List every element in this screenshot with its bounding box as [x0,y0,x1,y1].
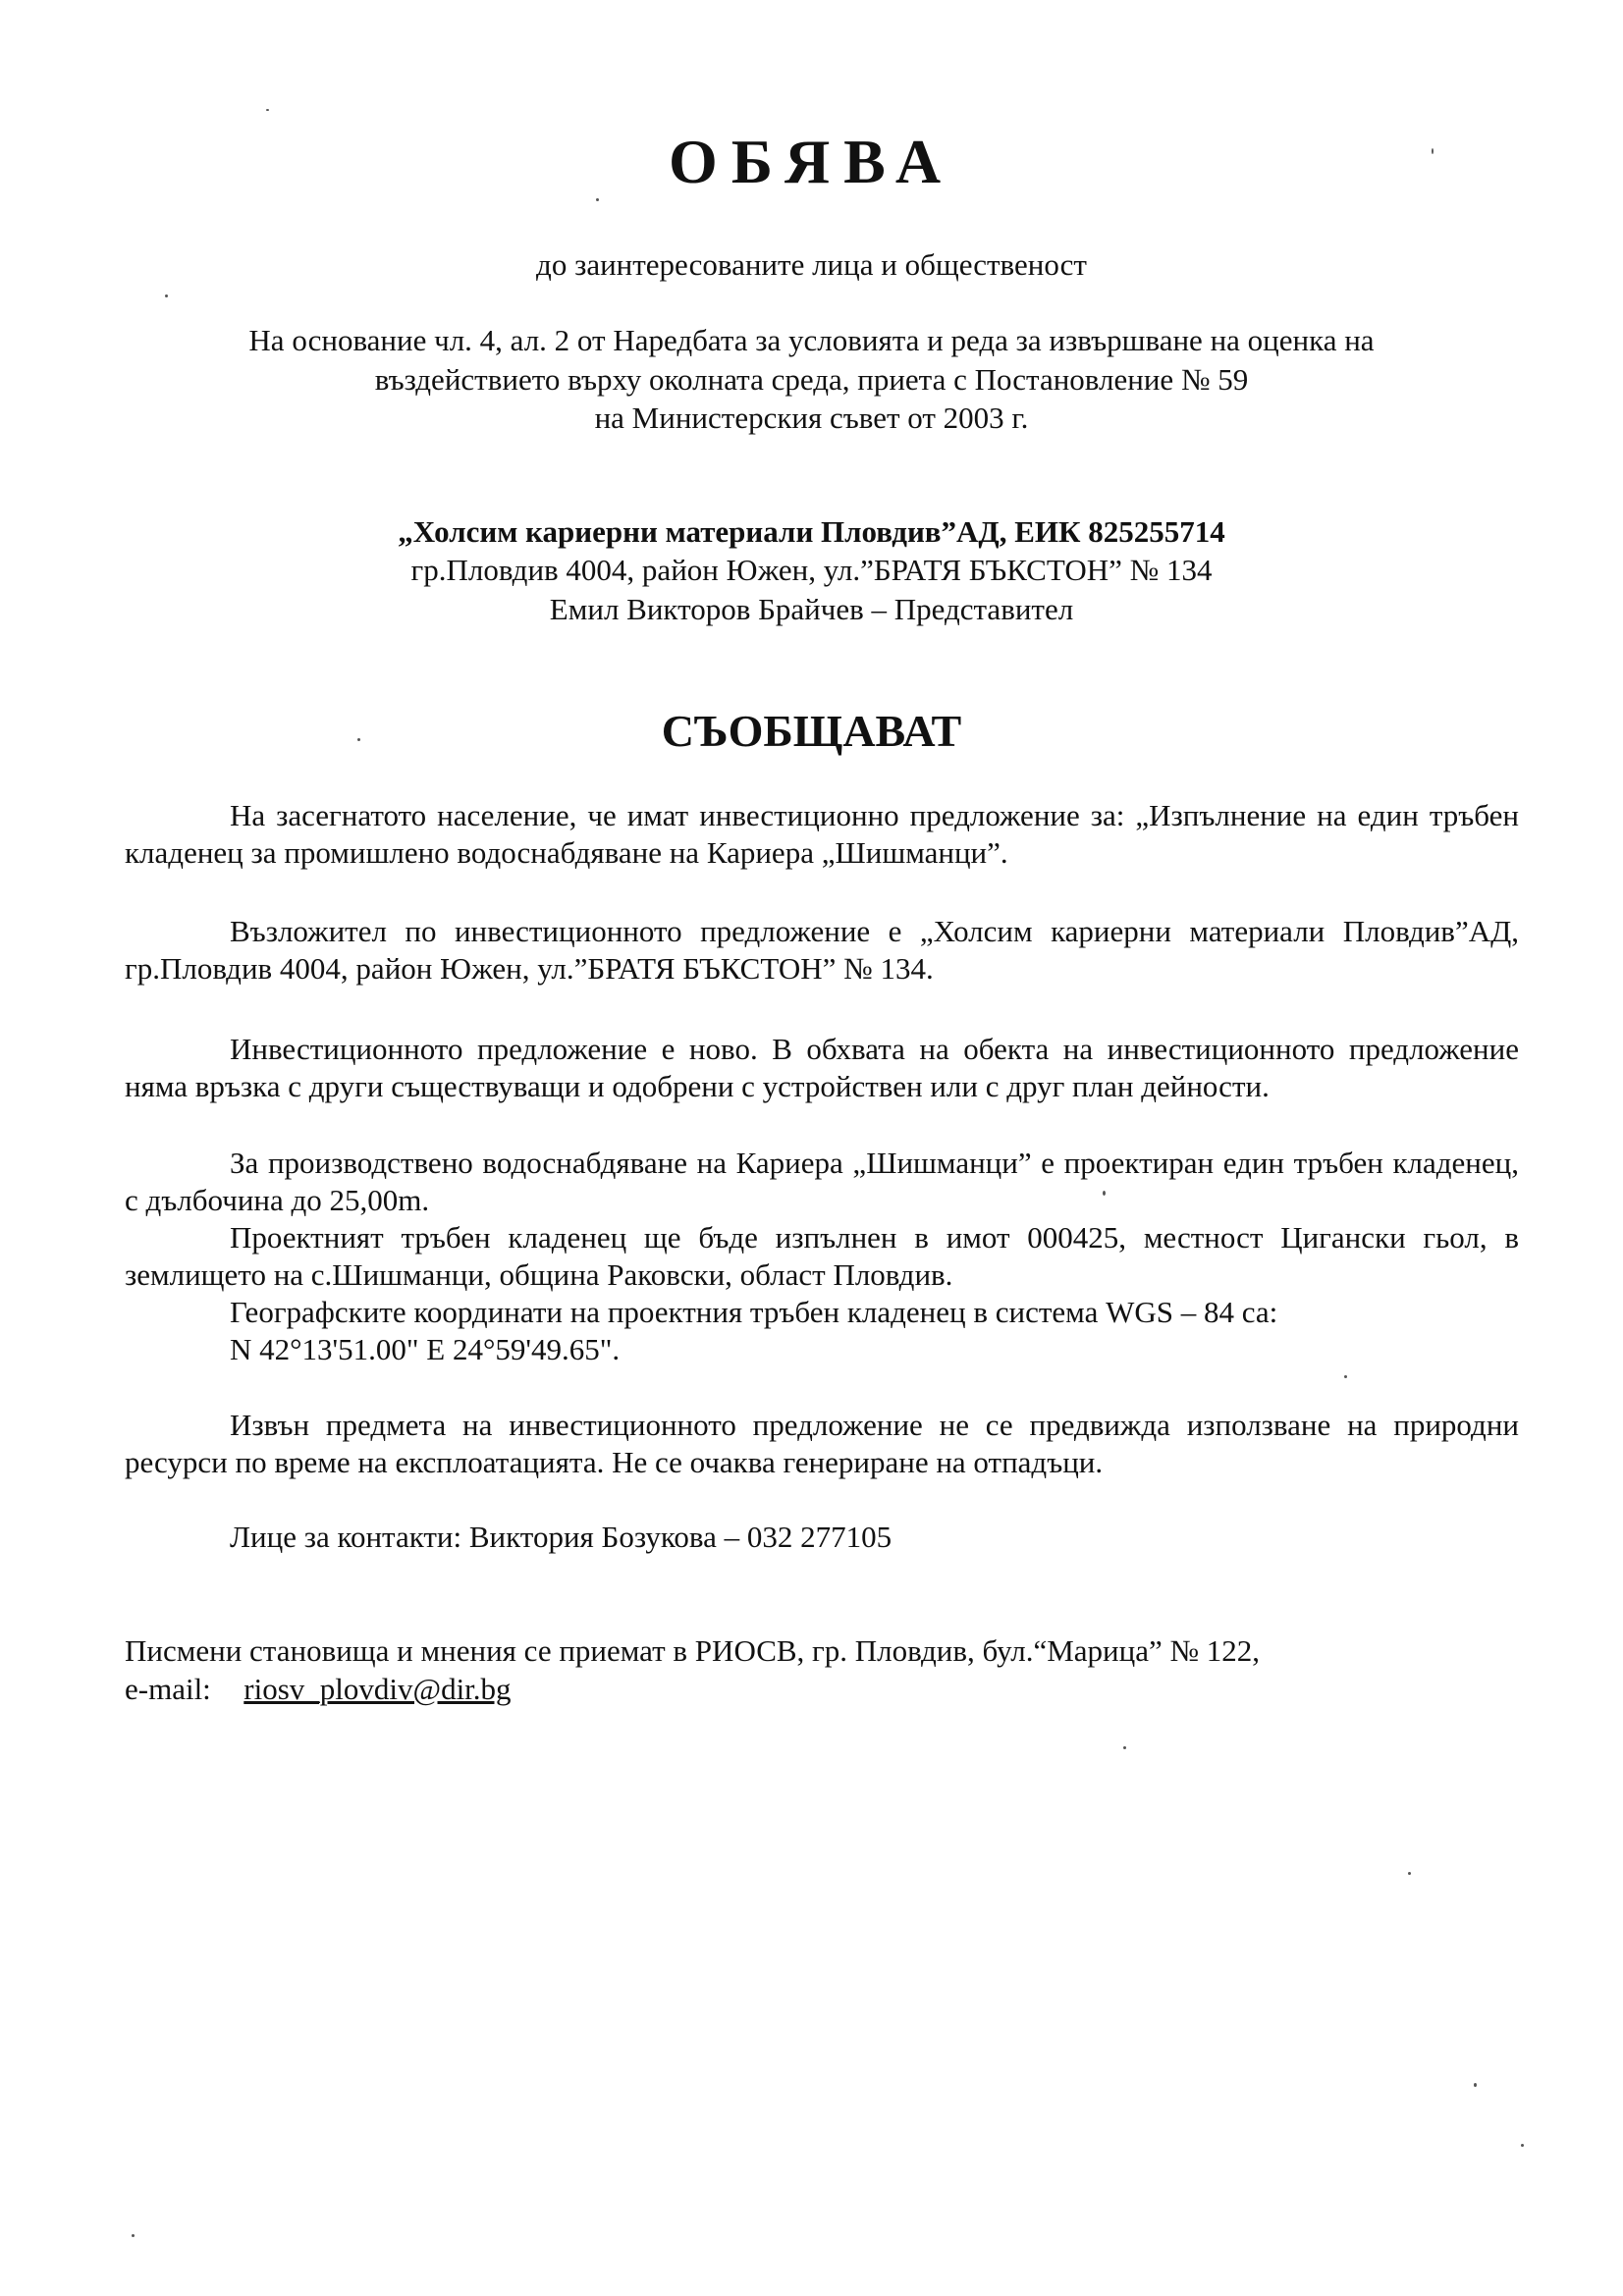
company-name: „Холсим кариерни материали Пловдив”АД, ЕИК 825255714 [398,514,1225,549]
email-link[interactable]: riosv_plovdiv@dir.bg [243,1672,512,1706]
paragraph-announcement: На засегнатото население, че имат инвестиционно предложение за: „Изпълнение на един тръбен кладенец за промишлено водоснабдяване на Кариера „Шишманци”. [125,798,1519,870]
paragraph-contractor: Възложител по инвестиционното предложение е „Холсим кариерни материали Пловдив”АД, гр.Пловдив 4004, район Южен, ул.”БРАТЯ БЪКСТОН” № 134. [125,914,1519,986]
paragraph-water-supply: За производствено водоснабдяване на Кариера „Шишманци” е проектиран един тръбен кладенец, с дълбочина до 25,00m. [125,1146,1519,1217]
paragraph-location: Проектният тръбен кладенец ще бъде изпълнен в имот 000425, местност Цигански гьол, в землището на с.Шишманци, община Раковски, област Пловдив. [125,1220,1519,1292]
footer-email-row [125,1671,512,1708]
legal-basis-line-3: на Министерския съвет от 2003 г. [594,400,1029,435]
subtitle: до заинтересованите лица и общественост [536,247,1087,282]
footer-submissions: Писмени становища и мнения се приемат в РИОСВ, гр. Пловдив, бул.“Марица” № 122, [125,1633,1261,1668]
coordinates-value: N 42°13'51.00" E 24°59'49.65". [230,1332,621,1366]
scan-speck [1103,1191,1106,1196]
scan-speck [266,109,269,111]
scan-speck [1474,2083,1477,2087]
scan-speck [165,294,168,297]
scan-speck [357,738,360,741]
legal-basis-line-2: въздействието върху околната среда, приета с Постановление № 59 [374,362,1249,397]
scan-speck [1123,1746,1126,1749]
section-heading: СЪОБЩАВАТ [661,706,962,756]
company-representative: Емил Викторов Брайчев – Представител [549,592,1074,626]
company-address: гр.Пловдив 4004, район Южен, ул.”БРАТЯ БЪКСТОН” № 134 [410,553,1213,587]
contact-person: Лице за контакти: Виктория Бозукова – 032 277105 [230,1520,893,1554]
paragraph-resources: Извън предмета на инвестиционното предложение не се предвижда използване на природни ресурси по време на експлоатацията. Не се очаква генериране на отпадъци. [125,1408,1519,1479]
paragraph-new-proposal: Инвестиционното предложение е ново. В обхвата на обекта на инвестиционното предложение няма връзка с други съществуващи и одобрени с устройствен или с друг план дейности. [125,1032,1519,1103]
scan-speck [1432,148,1434,154]
scan-speck [1408,1872,1411,1875]
paragraph-coordinates-intro: Географските координати на проектния тръбен кладенец в система WGS – 84 са: [230,1295,1278,1329]
legal-basis-line-1: На основание чл. 4, ал. 2 от Наредбата за условията и реда за извършване на оценка на [248,323,1375,357]
scan-speck [1344,1375,1347,1378]
document-title: ОБЯВА [668,127,955,196]
email-label: e-mail: [125,1672,211,1706]
scan-speck [1521,2144,1524,2147]
scan-speck [132,2234,135,2237]
scan-speck [596,198,599,201]
